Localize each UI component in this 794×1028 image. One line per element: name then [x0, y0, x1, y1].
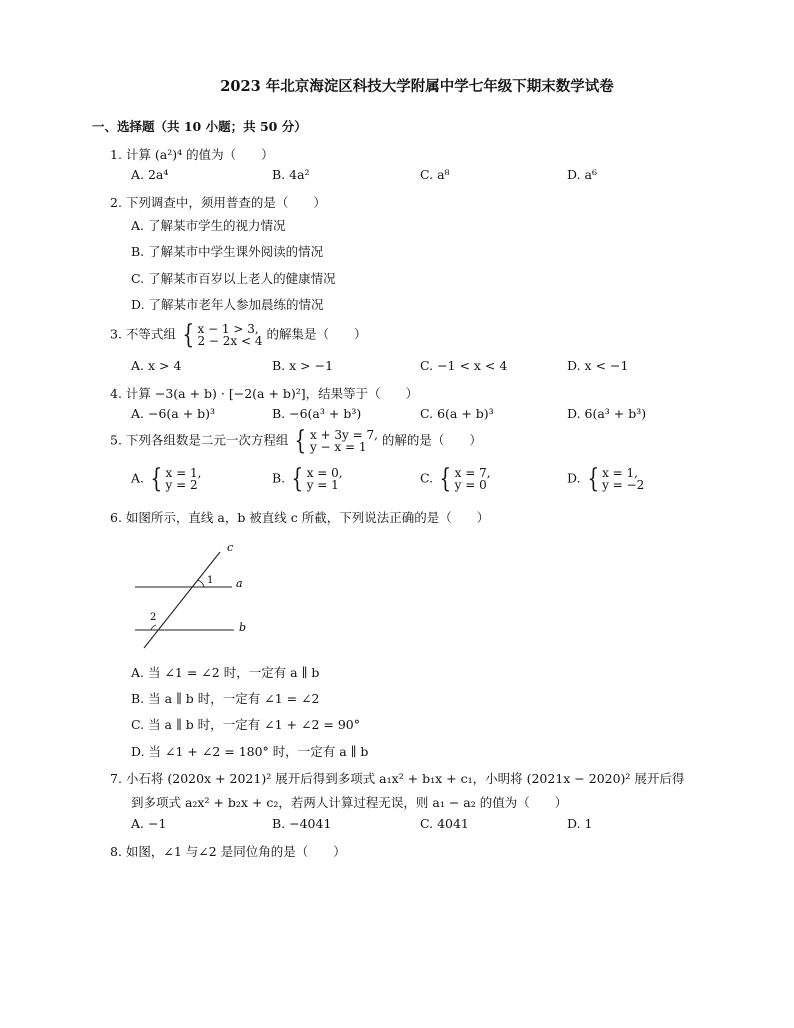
label-angle-1: 1: [207, 575, 214, 586]
question-6-option-a: A. 当 ∠1 = ∠2 时，一定有 a ∥ b: [131, 665, 320, 680]
option-label: C.: [420, 470, 434, 486]
question-5-option-b: [272, 466, 343, 492]
question-1-option-b: B. 4a²: [272, 167, 310, 182]
question-4-stem: 4. 计算 −3(a + b) · [−2(a + b)²]，结果等于（ ）: [110, 386, 419, 401]
question-2-option-a: A. 了解某市学生的视力情况: [131, 218, 286, 233]
label-angle-2: 2: [150, 612, 157, 623]
question-7-line-1: 7. 小石将 (2020x + 2021)² 展开后得到多项式 a₁x² + b₁x + c₁，小明将 (2021x − 2020)² 展开后得: [110, 771, 685, 786]
option-line-1: x = 1,: [165, 466, 202, 480]
question-6-figure: [130, 540, 260, 652]
option-line-1: x = 7,: [454, 466, 491, 480]
question-2-stem: 2. 下列调查中，须用普查的是（ ）: [110, 195, 326, 210]
label-a: a: [236, 577, 243, 590]
label-b: b: [239, 621, 247, 634]
question-5-system: [292, 428, 378, 454]
brace-glyph: {: [150, 464, 163, 494]
brace-glyph: {: [291, 464, 304, 494]
angle-1-arc: [197, 580, 204, 587]
question-8-stem: 8. 如图，∠1 与∠2 是同位角的是（ ）: [110, 844, 346, 859]
question-3-option-d: D. x < −1: [567, 358, 629, 373]
question-3-option-c: C. −1 < x < 4: [420, 358, 508, 373]
option-line-2: y = −2: [602, 478, 645, 492]
page-title: 2023 年北京海淀区科技大学附属中学七年级下期末数学试卷: [220, 78, 614, 95]
question-3-stem-pre: 3. 不等式组: [110, 326, 176, 342]
question-5-system-line-1: x + 3y = 7,: [309, 428, 378, 442]
option-line-2: y = 0: [454, 478, 487, 492]
question-5-option-a: [131, 466, 201, 492]
option-label: D.: [567, 470, 581, 486]
question-3-stem-post: 的解集是（ ）: [266, 326, 367, 342]
question-7-option-c: C. 4041: [420, 816, 469, 831]
question-5-stem-pre: 5. 下列各组数是二元一次方程组: [110, 432, 289, 448]
question-5-option-d: [567, 466, 644, 492]
brace-glyph: {: [587, 464, 599, 494]
question-2-option-c: C. 了解某市百岁以上老人的健康情况: [131, 271, 336, 286]
angle-2-arc: [151, 625, 156, 630]
question-5-stem-post: 的解的是（ ）: [381, 432, 482, 448]
option-line-2: y = 2: [165, 478, 198, 492]
question-6-option-b: B. 当 a ∥ b 时，一定有 ∠1 = ∠2: [131, 691, 320, 706]
question-4-option-c: C. 6(a + b)³: [420, 406, 494, 421]
question-7-option-d: D. 1: [567, 816, 593, 831]
option-line-1: x = 1,: [602, 466, 638, 480]
question-4-option-b: B. −6(a³ + b³): [272, 406, 362, 421]
line-c: [144, 552, 220, 648]
question-6-option-d: D. 当 ∠1 + ∠2 = 180° 时，一定有 a ∥ b: [131, 744, 369, 759]
question-6-option-c: C. 当 a ∥ b 时，一定有 ∠1 + ∠2 = 90°: [131, 717, 361, 732]
section-heading: 一、选择题（共 10 小题；共 50 分）: [92, 119, 307, 134]
question-3-system-line-1: x − 1 > 3,: [197, 322, 259, 336]
question-6-stem: 6. 如图所示，直线 a，b 被直线 c 所截，下列说法正确的是（ ）: [110, 510, 490, 525]
option-label: B.: [272, 470, 286, 486]
question-3-system-line-2: 2 − 2x < 4: [197, 334, 263, 348]
brace-glyph: {: [294, 426, 307, 456]
question-7-option-a: A. −1: [131, 816, 167, 831]
question-3-option-b: B. x > −1: [272, 358, 334, 373]
question-2-option-d: D. 了解某市老年人参加晨练的情况: [131, 297, 324, 312]
question-5-system-line-2: y − x = 1: [309, 440, 367, 454]
question-1-option-c: C. a⁸: [420, 167, 450, 182]
question-1-option-d: D. a⁶: [567, 167, 597, 182]
question-1-option-a: A. 2a⁴: [131, 167, 169, 182]
question-3-option-a: A. x > 4: [131, 358, 182, 373]
question-5-option-c: [420, 466, 491, 492]
brace-glyph: {: [439, 464, 452, 494]
question-3-system: [180, 322, 263, 348]
option-line-1: x = 0,: [306, 466, 343, 480]
question-1-stem: 1. 计算 (a²)⁴ 的值为（ ）: [110, 147, 274, 162]
question-4-option-d: D. 6(a³ + b³): [567, 406, 647, 421]
option-line-2: y = 1: [306, 478, 339, 492]
question-7-line-2: 到多项式 a₂x² + b₂x + c₂，若两人计算过程无误，则 a₁ − a₂ 的值为（ ）: [131, 795, 568, 810]
label-c: c: [227, 541, 234, 554]
brace-glyph: {: [182, 320, 194, 350]
option-label: A.: [131, 470, 145, 486]
question-3-stem: [110, 322, 366, 348]
question-7-option-b: B. −4041: [272, 816, 332, 831]
question-5-stem: [110, 428, 482, 454]
question-4-option-a: A. −6(a + b)³: [131, 406, 216, 421]
question-2-option-b: B. 了解某市中学生课外阅读的情况: [131, 244, 324, 259]
